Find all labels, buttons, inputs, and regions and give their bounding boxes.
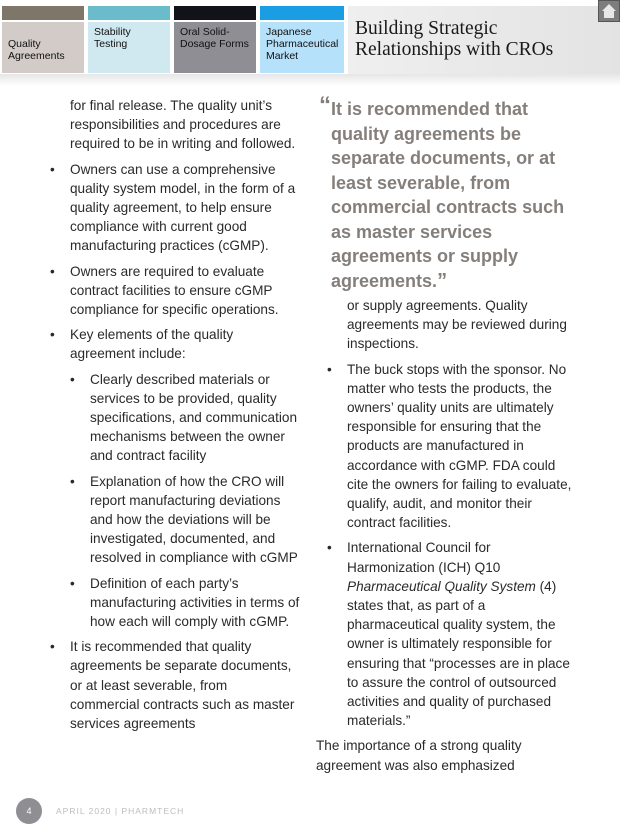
- tab-label: Stability Testing: [88, 22, 170, 73]
- footer-text: APRIL 2020 | PHARMTECH: [56, 806, 185, 816]
- bullet: •: [327, 540, 332, 556]
- tab-label: Quality Agreements: [2, 22, 84, 73]
- sub-list-item: • Clearly described materials or services to be provided, quality specifications, and communication mechanisms between the owner and contract facility: [70, 371, 298, 464]
- tab-stability-testing[interactable]: [88, 6, 170, 73]
- tab-color-bar: [88, 6, 170, 20]
- bullet: •: [50, 161, 55, 177]
- bullet: •: [50, 639, 55, 655]
- intro-text: for final release. The quality unit’s responsibilities and procedures are required to be in writing and followed.: [70, 98, 296, 152]
- quote-open-mark: “: [319, 92, 331, 119]
- bullet: •: [70, 473, 75, 489]
- home-button[interactable]: [598, 0, 620, 22]
- sub-list-item: • Definition of each party’s manufacturing activities in terms of how each will comply with cGMP.: [70, 575, 300, 630]
- publication-title: Pharmaceutical Quality System: [347, 578, 536, 594]
- bullet: •: [70, 371, 75, 387]
- bullet: •: [70, 575, 75, 591]
- page-title: Building Strategic Relationships with CROs: [355, 18, 554, 60]
- home-icon: [599, 1, 619, 21]
- list-item: • Key elements of the quality agreement include:: [50, 327, 234, 362]
- continuation-text: or supply agreements. Quality agreements may be reviewed during inspections.: [347, 298, 567, 352]
- list-item: • Owners are required to evaluate contract facilities to ensure cGMP compliance for specific operations.: [50, 263, 279, 318]
- right-column: [316, 92, 578, 775]
- tab-japanese-pharmaceutical-market[interactable]: [260, 6, 344, 73]
- tab-label: Oral Solid-Dosage Forms: [174, 22, 256, 73]
- header-shadow: [0, 74, 620, 86]
- tab-color-bar: [174, 6, 256, 20]
- footer: [16, 798, 184, 824]
- closing-text: The importance of a strong quality agreement was also emphasized: [316, 738, 522, 773]
- sub-list: [70, 370, 300, 632]
- bullet: •: [50, 327, 55, 343]
- list-item: • Owners can use a comprehensive quality system model, in the form of a quality agreement, to help ensure compliance with current good manufacturing practices (cGMP).: [50, 161, 296, 254]
- tab-label: Japanese Pharmaceutical Market: [260, 22, 344, 73]
- list-item: • The buck stops with the sponsor. No matter who tests the products, the owners’ quality units are ultimately responsible for ensuring that the products are manufactured in accordance with cGMP. FDA could cite the owners for failing to evaluate, qualify, audit, and monitor their contract facilities.: [327, 361, 572, 531]
- bullet: •: [327, 361, 332, 377]
- section-tabs: [0, 0, 620, 80]
- tab-color-bar: [2, 6, 84, 20]
- tab-color-bar: [260, 6, 344, 20]
- list-item: • It is recommended that quality agreements be separate documents, or at least severable, from commercial contracts such as master services agreements: [50, 639, 295, 732]
- left-column: [50, 96, 300, 739]
- quote-close-mark: ”: [437, 269, 448, 292]
- tab-quality-agreements[interactable]: [2, 6, 84, 73]
- page-number: 4: [16, 798, 42, 824]
- sub-list-item: • Explanation of how the CRO will report manufacturing deviations and how the deviations will be investigated, documented, and resolved in compliance with cGMP: [70, 473, 298, 566]
- header-title-box: [348, 6, 620, 74]
- pull-quote: [316, 92, 578, 293]
- tab-oral-solid-dosage-forms[interactable]: [174, 6, 256, 73]
- pull-quote-text: It is recommended that quality agreements be separate documents, or at least severable, from commercial contracts such as master services agreements or supply agreements.: [331, 99, 565, 291]
- list-item: • International Council for Harmonization (ICH) Q10 Pharmaceutical Quality System (4) states that, as part of a pharmaceutical quality system, the owner is ultimately responsible for ensuring that “processes are in place to assure the control of outsourced activities and quality of purchased materials.”: [327, 540, 570, 729]
- bullet: •: [50, 263, 55, 279]
